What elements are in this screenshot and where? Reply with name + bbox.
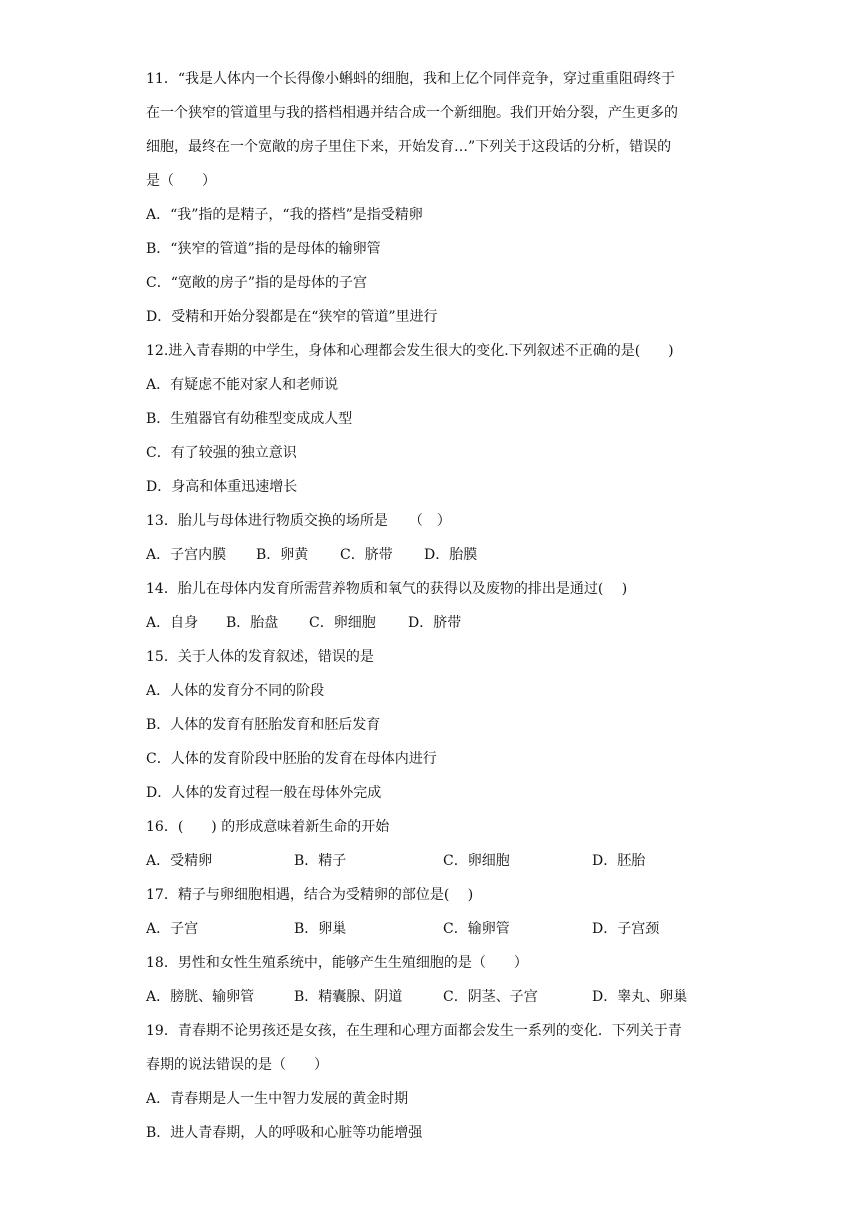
question-12-option-b: B．生殖器官有幼稚型变成成人型 xyxy=(146,411,353,427)
document-page xyxy=(146,0,726,1216)
question-18-option-c: C．阴茎、子宫 xyxy=(443,989,538,1005)
question-13-option-c: C．脐带 xyxy=(340,547,393,563)
question-11-option-d: D．受精和开始分裂都是在“狭窄的管道”里进行 xyxy=(146,309,438,325)
question-18-option-d: D．睾丸、卵巢 xyxy=(592,989,688,1005)
question-15-option-c: C．人体的发育阶段中胚胎的发育在母体内进行 xyxy=(146,751,437,767)
question-16-stem: 16．( ) 的形成意味着新生命的开始 xyxy=(146,819,390,835)
question-15-option-a: A．人体的发育分不同的阶段 xyxy=(146,683,325,699)
question-19-option-b: B．进人青春期，人的呼吸和心脏等功能增强 xyxy=(146,1125,423,1141)
question-17-option-d: D．子宫颈 xyxy=(592,921,660,937)
question-11-stem-line-2: 在一个狭窄的管道里与我的搭档相遇并结合成一个新细胞。我们开始分裂，产生更多的 xyxy=(146,105,678,121)
question-12-option-a: A．有疑虑不能对家人和老师说 xyxy=(146,377,339,393)
question-13-option-d: D．胎膜 xyxy=(424,547,478,563)
question-14-option-a: A．自身 xyxy=(146,615,199,631)
question-17-stem: 17．精子与卵细胞相遇，结合为受精卵的部位是( ) xyxy=(146,887,474,903)
question-16-option-c: C．卵细胞 xyxy=(443,853,510,869)
question-16-option-b: B．精子 xyxy=(294,853,347,869)
question-19-option-a: A．青春期是人一生中智力发展的黄金时期 xyxy=(146,1091,409,1107)
question-18-stem: 18．男性和女性生殖系统中，能够产生生殖细胞的是（ ） xyxy=(146,955,528,971)
question-18-option-a: A．膀胱、输卵管 xyxy=(146,989,255,1005)
question-11-stem-line-3: 细胞，最终在一个宽敞的房子里住下来，开始发育…”下列关于这段话的分析，错误的 xyxy=(146,139,672,155)
question-14-stem: 14．胎儿在母体内发育所需营养物质和氧气的获得以及废物的排出是通过( ) xyxy=(146,581,628,597)
question-18-option-b: B．精囊腺、阴道 xyxy=(294,989,403,1005)
question-13-option-a: A．子宫内膜 xyxy=(146,547,227,563)
question-14-option-d: D．脐带 xyxy=(408,615,462,631)
question-11-option-b: B．“狭窄的管道”指的是母体的输卵管 xyxy=(146,241,381,257)
question-15-stem: 15．关于人体的发育叙述，错误的是 xyxy=(146,649,374,665)
question-16-option-d: D．胚胎 xyxy=(592,853,646,869)
question-12-option-d: D．身高和体重迅速增长 xyxy=(146,479,298,495)
question-16-option-a: A．受精卵 xyxy=(146,853,213,869)
question-19-stem-line-2: 春期的说法错误的是（ ） xyxy=(146,1057,328,1073)
question-14-option-b: B．胎盘 xyxy=(226,615,279,631)
question-13-stem: 13．胎儿与母体进行物质交换的场所是 （ ） xyxy=(146,513,451,529)
question-12-option-c: C．有了较强的独立意识 xyxy=(146,445,297,461)
question-11-option-a: A．“我”指的是精子，“我的搭档”是指受精卵 xyxy=(146,207,423,223)
question-17-option-b: B．卵巢 xyxy=(294,921,347,937)
question-15-option-b: B．人体的发育有胚胎发育和胚后发育 xyxy=(146,717,381,733)
question-12-stem: 12.进入青春期的中学生，身体和心理都会发生很大的变化.下列叙述不正确的是( ) xyxy=(146,343,674,359)
question-17-option-a: A．子宫 xyxy=(146,921,199,937)
question-15-option-d: D．人体的发育过程一般在母体外完成 xyxy=(146,785,382,801)
question-13-option-b: B．卵黄 xyxy=(256,547,309,563)
question-14-option-c: C．卵细胞 xyxy=(309,615,376,631)
question-19-stem-line-1: 19．青春期不论男孩还是女孩，在生理和心理方面都会发生一系列的变化．下列关于青 xyxy=(146,1023,682,1039)
question-17-option-c: C．输卵管 xyxy=(443,921,510,937)
question-11-stem-line-1: 11．“我是人体内一个长得像小蝌蚪的细胞，我和上亿个同伴竞争，穿过重重阻碍终于 xyxy=(146,71,675,87)
question-11-option-c: C．“宽敞的房子”指的是母体的子宫 xyxy=(146,275,368,291)
question-11-stem-line-4: 是（ ） xyxy=(146,173,216,189)
